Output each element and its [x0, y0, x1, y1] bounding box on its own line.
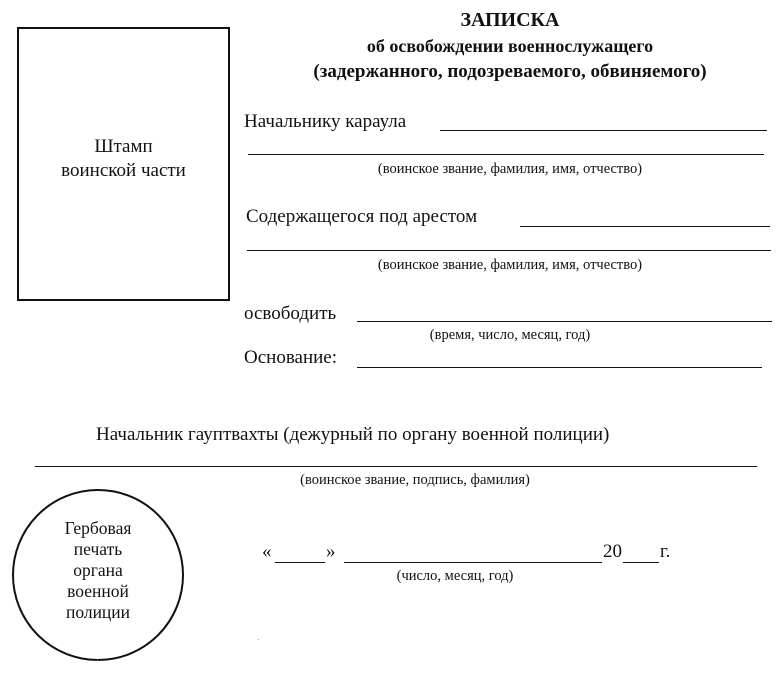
release-label: освободить: [244, 303, 337, 324]
signature-caption: (воинское звание, подпись, фамилия): [300, 472, 530, 488]
guardhouse-chief-label: Начальник гауптвахты (дежурный по органу военной полиции): [96, 424, 610, 445]
to-guard-chief-field[interactable]: [440, 130, 767, 131]
basis-label: Основание:: [244, 347, 338, 368]
seal-line-5: полиции: [65, 602, 131, 622]
document-title: ЗАПИСКА: [460, 9, 560, 31]
signature-field[interactable]: [35, 466, 757, 467]
date-year-suffix: г.: [660, 541, 671, 562]
scan-speck: [258, 639, 259, 640]
detained-field-continued[interactable]: [247, 250, 771, 251]
rank-name-caption-2: (воинское звание, фамилия, имя, отчество): [377, 257, 643, 273]
scan-speck: [97, 660, 98, 661]
seal-line-4: военной: [67, 581, 129, 601]
detained-label: Содержащегося под арестом: [246, 206, 478, 227]
date-year-field[interactable]: [623, 562, 659, 563]
seal-line-1: Гербовая: [64, 518, 132, 538]
document-subtitle: об освобождении военнослужащего: [366, 36, 654, 56]
stamp-line-2: воинской части: [61, 160, 186, 181]
date-close-quote: »: [326, 541, 336, 562]
seal-label: [14, 518, 182, 623]
to-guard-chief-label: Начальнику караула: [244, 111, 407, 132]
date-day-field[interactable]: [275, 562, 325, 563]
date-caption: (число, месяц, год): [396, 568, 514, 584]
date-open-quote: «: [262, 541, 272, 562]
date-year-prefix: 20: [603, 541, 622, 562]
rank-name-caption-1: (воинское звание, фамилия, имя, отчество): [377, 161, 643, 177]
basis-field[interactable]: [357, 367, 762, 368]
release-caption: (время, число, месяц, год): [429, 327, 591, 343]
release-datetime-field[interactable]: [357, 321, 772, 322]
seal-line-3: органа: [73, 560, 123, 580]
seal-line-2: печать: [73, 539, 123, 559]
stamp-label: [19, 135, 228, 183]
detained-field[interactable]: [520, 226, 770, 227]
date-month-field[interactable]: [344, 562, 602, 563]
seal-circle: [12, 489, 184, 661]
to-guard-chief-field-continued[interactable]: [248, 154, 764, 155]
document-subtitle-detail: (задержанного, подозреваемого, обвиняемого): [313, 61, 707, 82]
stamp-box: [17, 27, 230, 301]
stamp-line-1: Штамп: [94, 136, 153, 157]
